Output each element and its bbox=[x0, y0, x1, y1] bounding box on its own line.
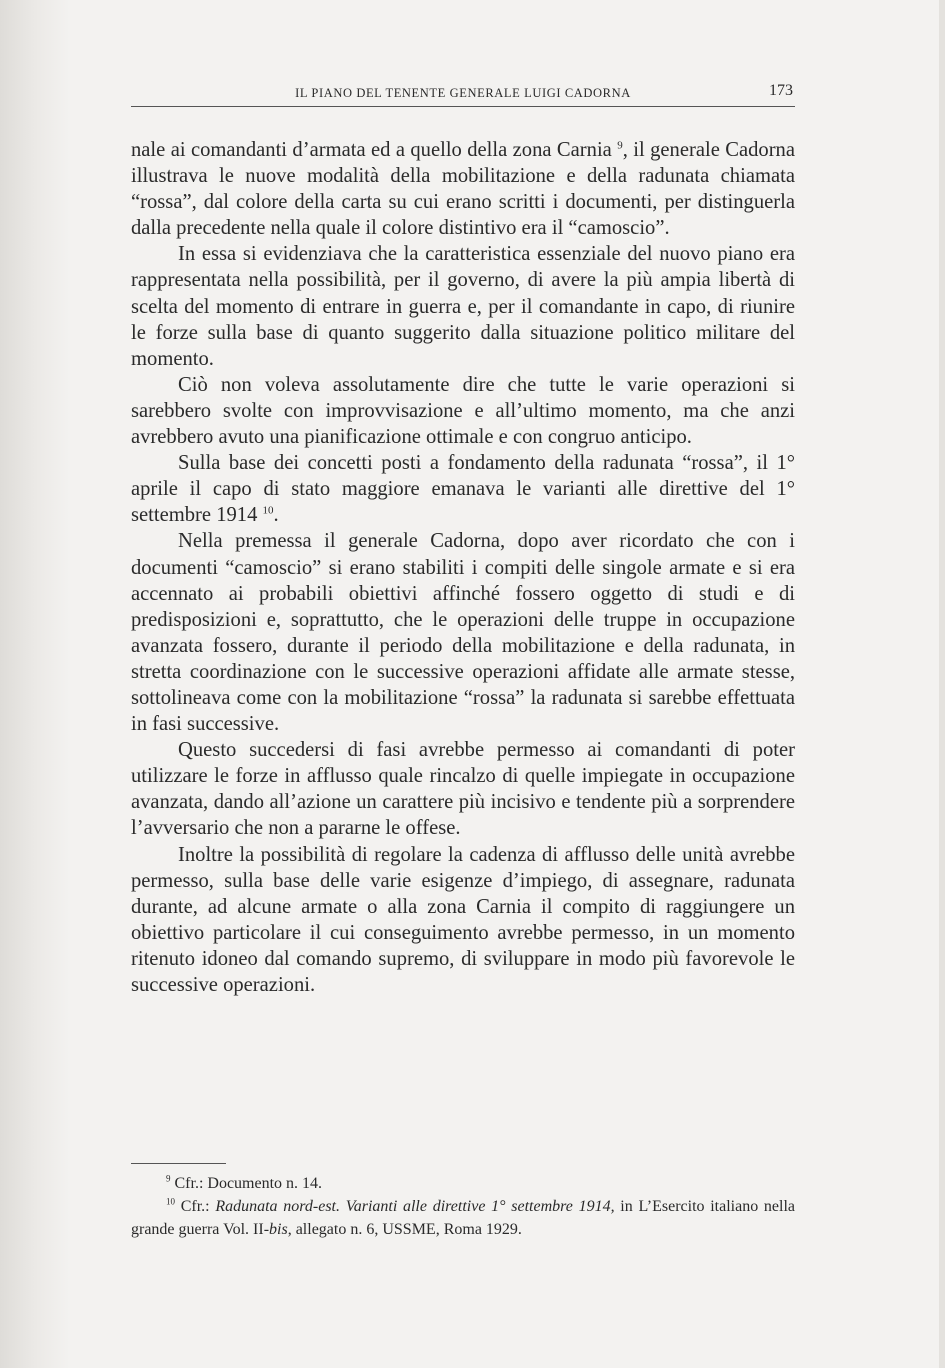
footnote-9-text: Cfr.: Documento n. 14. bbox=[170, 1175, 323, 1192]
binding-gutter-shadow bbox=[0, 0, 70, 1368]
paragraph-4-text-b: . bbox=[273, 504, 279, 527]
page-edge bbox=[939, 0, 945, 1368]
footnote-9 bbox=[131, 1172, 795, 1195]
footnote-ref-10: 10 bbox=[262, 504, 274, 517]
paragraph-6: Questo succedersi di fasi avrebbe permesso ai comandanti di poter utilizzare le forze in afflusso quale rincalzo di quelle impiegate in occupazione avanzata, dando all’azione un carattere più incisivo e tendente più a sorprendere l’avversario che non a pararne le offese. bbox=[131, 739, 795, 840]
paragraph-5: Nella premessa il generale Cadorna, dopo aver ricordato che con i documenti “camoscio” si erano stabiliti i compiti delle singole armate e si era accennato ai probabili obiettivi affinché fossero oggetto di studi e di predisposizioni e, soprattutto, che le operazioni delle truppe in occupazione avanzata fossero, durante il periodo della mobilitazione e della radunata, in stretta coordinazione con le successive operazioni affidate alle armate stesse, sottolineava come con la mobilitazione “rossa” la radunata si sarebbe effettuata in fasi successive. bbox=[131, 530, 795, 736]
running-header bbox=[131, 78, 795, 107]
footnote-10-document-title: Radunata nord-est. Varianti alle direttive 1° settembre 1914, bbox=[215, 1198, 615, 1215]
paragraph-1 bbox=[131, 137, 795, 241]
footnote-10-text-c: , allegato n. 6, USSME, Roma 1929. bbox=[287, 1221, 522, 1238]
footnote-ref-9: 9 bbox=[617, 139, 623, 152]
footnote-10-text-a: Cfr.: bbox=[175, 1198, 216, 1215]
footnote-10-number: 10 bbox=[166, 1196, 175, 1207]
paragraph-3: Ciò non voleva assolutamente dire che tutte le varie operazioni si sarebbero svolte con improvvisazione e all’ultimo momento, ma che anzi avrebbero avuto una pianificazione ottimale e con congruo anticipo. bbox=[131, 373, 795, 449]
paragraph-1-text-b: , il generale Cadorna illustrava le nuove modalità della mobilitazione e della radunata chiamata “rossa”, dal colore della carta su cui erano scritti i documenti, per distinguerla dalla precedente nella quale il colore distintivo era il “camoscio”. bbox=[131, 139, 795, 240]
footnote-10-text-b: in L’Esercito italiano nella grande guerra Vol. II- bbox=[131, 1198, 796, 1238]
paragraph-4 bbox=[131, 450, 795, 528]
paragraph-4-text-a: Sulla base dei concetti posti a fondamento della radunata “rossa”, il 1° aprile il capo di stato maggiore emanava le varianti alle direttive del 1° settembre 1914 bbox=[131, 452, 795, 527]
page-number: 173 bbox=[769, 82, 793, 99]
footnotes bbox=[131, 1172, 795, 1241]
paragraph-7: Inoltre la possibilità di regolare la cadenza di afflusso delle unità avrebbe permesso, sulla base delle varie esigenze d’impiego, di assegnare, radunata durante, ad alcune armate o alla zona Carnia il compito di raggiungere un obiettivo particolare il cui conseguimento avrebbe permesso, in un momento ritenuto idoneo dal comando supremo, di sviluppare in modo più favorevole le successive operazioni. bbox=[131, 843, 795, 996]
paragraph-1-text-a: nale ai comandanti d’armata ed a quello della zona Carnia bbox=[131, 139, 618, 161]
paragraph-2: In essa si evidenziava che la caratteristica essenziale del nuovo piano era rappresentata nella possibilità, per il governo, di avere la più ampia libertà di scelta del momento di entrare in guerra e, per il comandante in capo, di riunire le forze sulla base di quanto suggerito dalla situazione politico militare del momento. bbox=[131, 243, 795, 370]
footnote-10-bis: bis bbox=[269, 1221, 288, 1238]
footnote-separator bbox=[131, 1163, 226, 1164]
footnote-9-number: 9 bbox=[166, 1173, 171, 1184]
body-text bbox=[131, 137, 795, 998]
running-title: IL PIANO DEL TENENTE GENERALE LUIGI CADORNA bbox=[295, 86, 631, 100]
footnote-10 bbox=[131, 1195, 795, 1241]
